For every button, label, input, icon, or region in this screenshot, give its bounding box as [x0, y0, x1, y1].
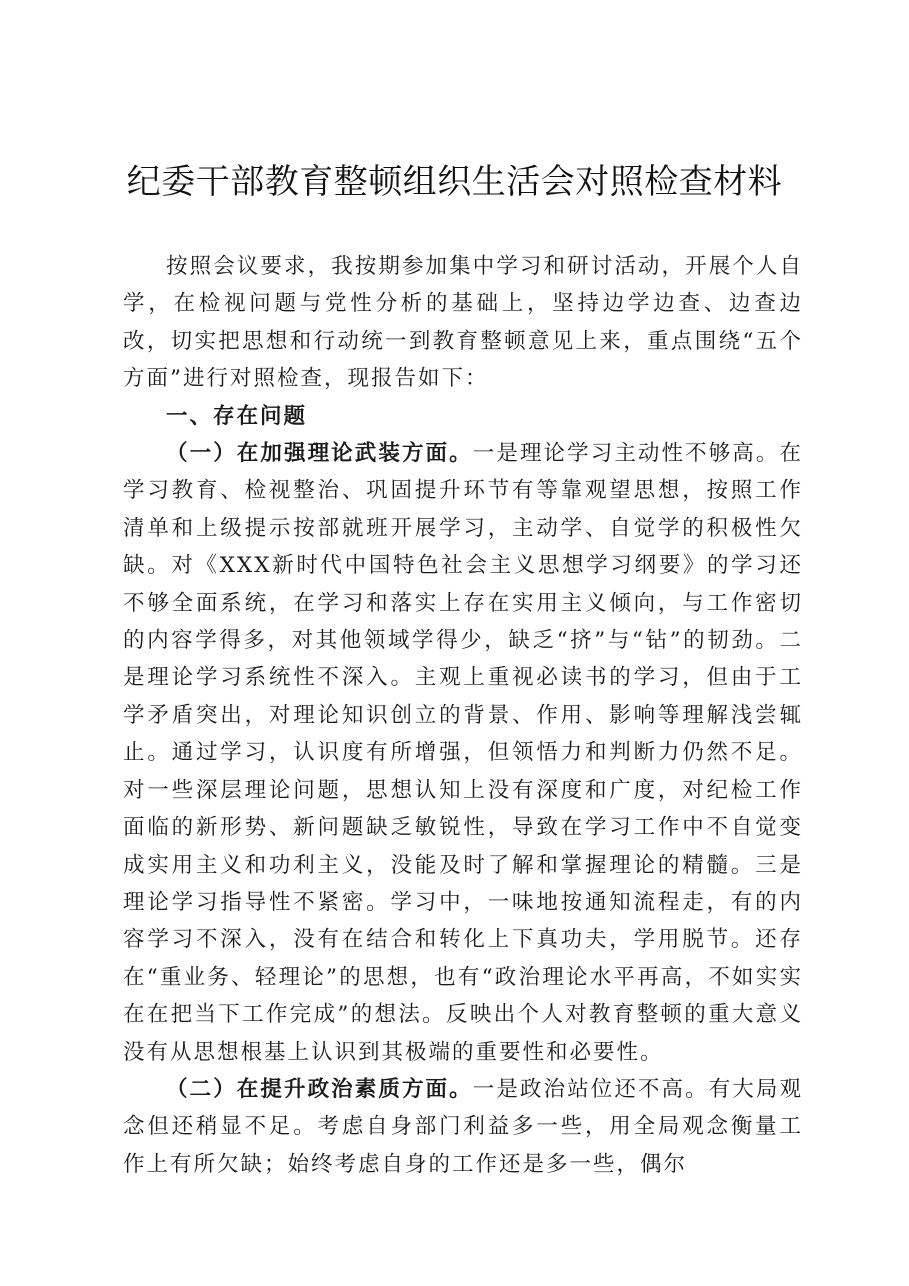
paragraph-lead-theory: （一）在加强理论武装方面。 [166, 441, 473, 467]
paragraph-text-political: 一是政治站位还不高。有大局观念但还稍显不足。考虑自身部门利益多一些，用全局观念衡量工作上有所欠缺；始终考虑自身的工作还是多一些，偶尔 [123, 1076, 803, 1177]
intro-paragraph: 按照会议要求，我按期参加集中学习和研讨活动，开展个人自学，在检视问题与党性分析的基础上，坚持边学边查、边查边改，切实把思想和行动统一到教育整顿意见上来，重点围绕“五个方面”进行对照检查，现报告如下： [123, 254, 803, 392]
document-body [123, 248, 803, 1183]
paragraph-political-quality [123, 1071, 803, 1183]
paragraph-lead-political: （二）在提升政治素质方面。 [166, 1076, 473, 1102]
section-heading-problems: 一、存在问题 [166, 403, 308, 429]
paragraph-text-theory: 一是理论学习主动性不够高。在学习教育、检视整治、巩固提升环节有等靠观望思想，按照工作清单和上级提示按部就班开展学习，主动学、自觉学的积极性欠缺。对《XXX新时代中国特色社会主义思想学习纲要》的学习还不够全面系统，在学习和落实上存在实用主义倾向，与工作密切的内容学得多，对其他领域学得少，缺乏“挤”与“钻”的韧劲。二是理论学习系统性不深入。主观上重视必读书的学习，但由于工学矛盾突出，对理论知识创立的背景、作用、影响等理解浅尝辄止。通过学习，认识度有所增强，但领悟力和判断力仍然不足。对一些深层理论问题，思想认知上没有深度和广度，对纪检工作面临的新形势、新问题缺乏敏锐性，导致在学习工作中不自觉变成实用主义和功利主义，没能及时了解和掌握理论的精髓。三是理论学习指导性不紧密。学习中，一味地按通知流程走，有的内容学习不深入，没有在结合和转化上下真功夫，学用脱节。还存在“重业务、轻理论”的思想，也有“政治理论水平再高，不如实实在在把当下工作完成”的想法。反映出个人对教育整顿的重大意义没有从思想根基上认识到其极端的重要性和必要性。 [123, 441, 803, 1065]
paragraph-theory-study [123, 435, 803, 1071]
document-title: 纪委干部教育整顿组织生活会对照检查材料 [126, 162, 783, 202]
